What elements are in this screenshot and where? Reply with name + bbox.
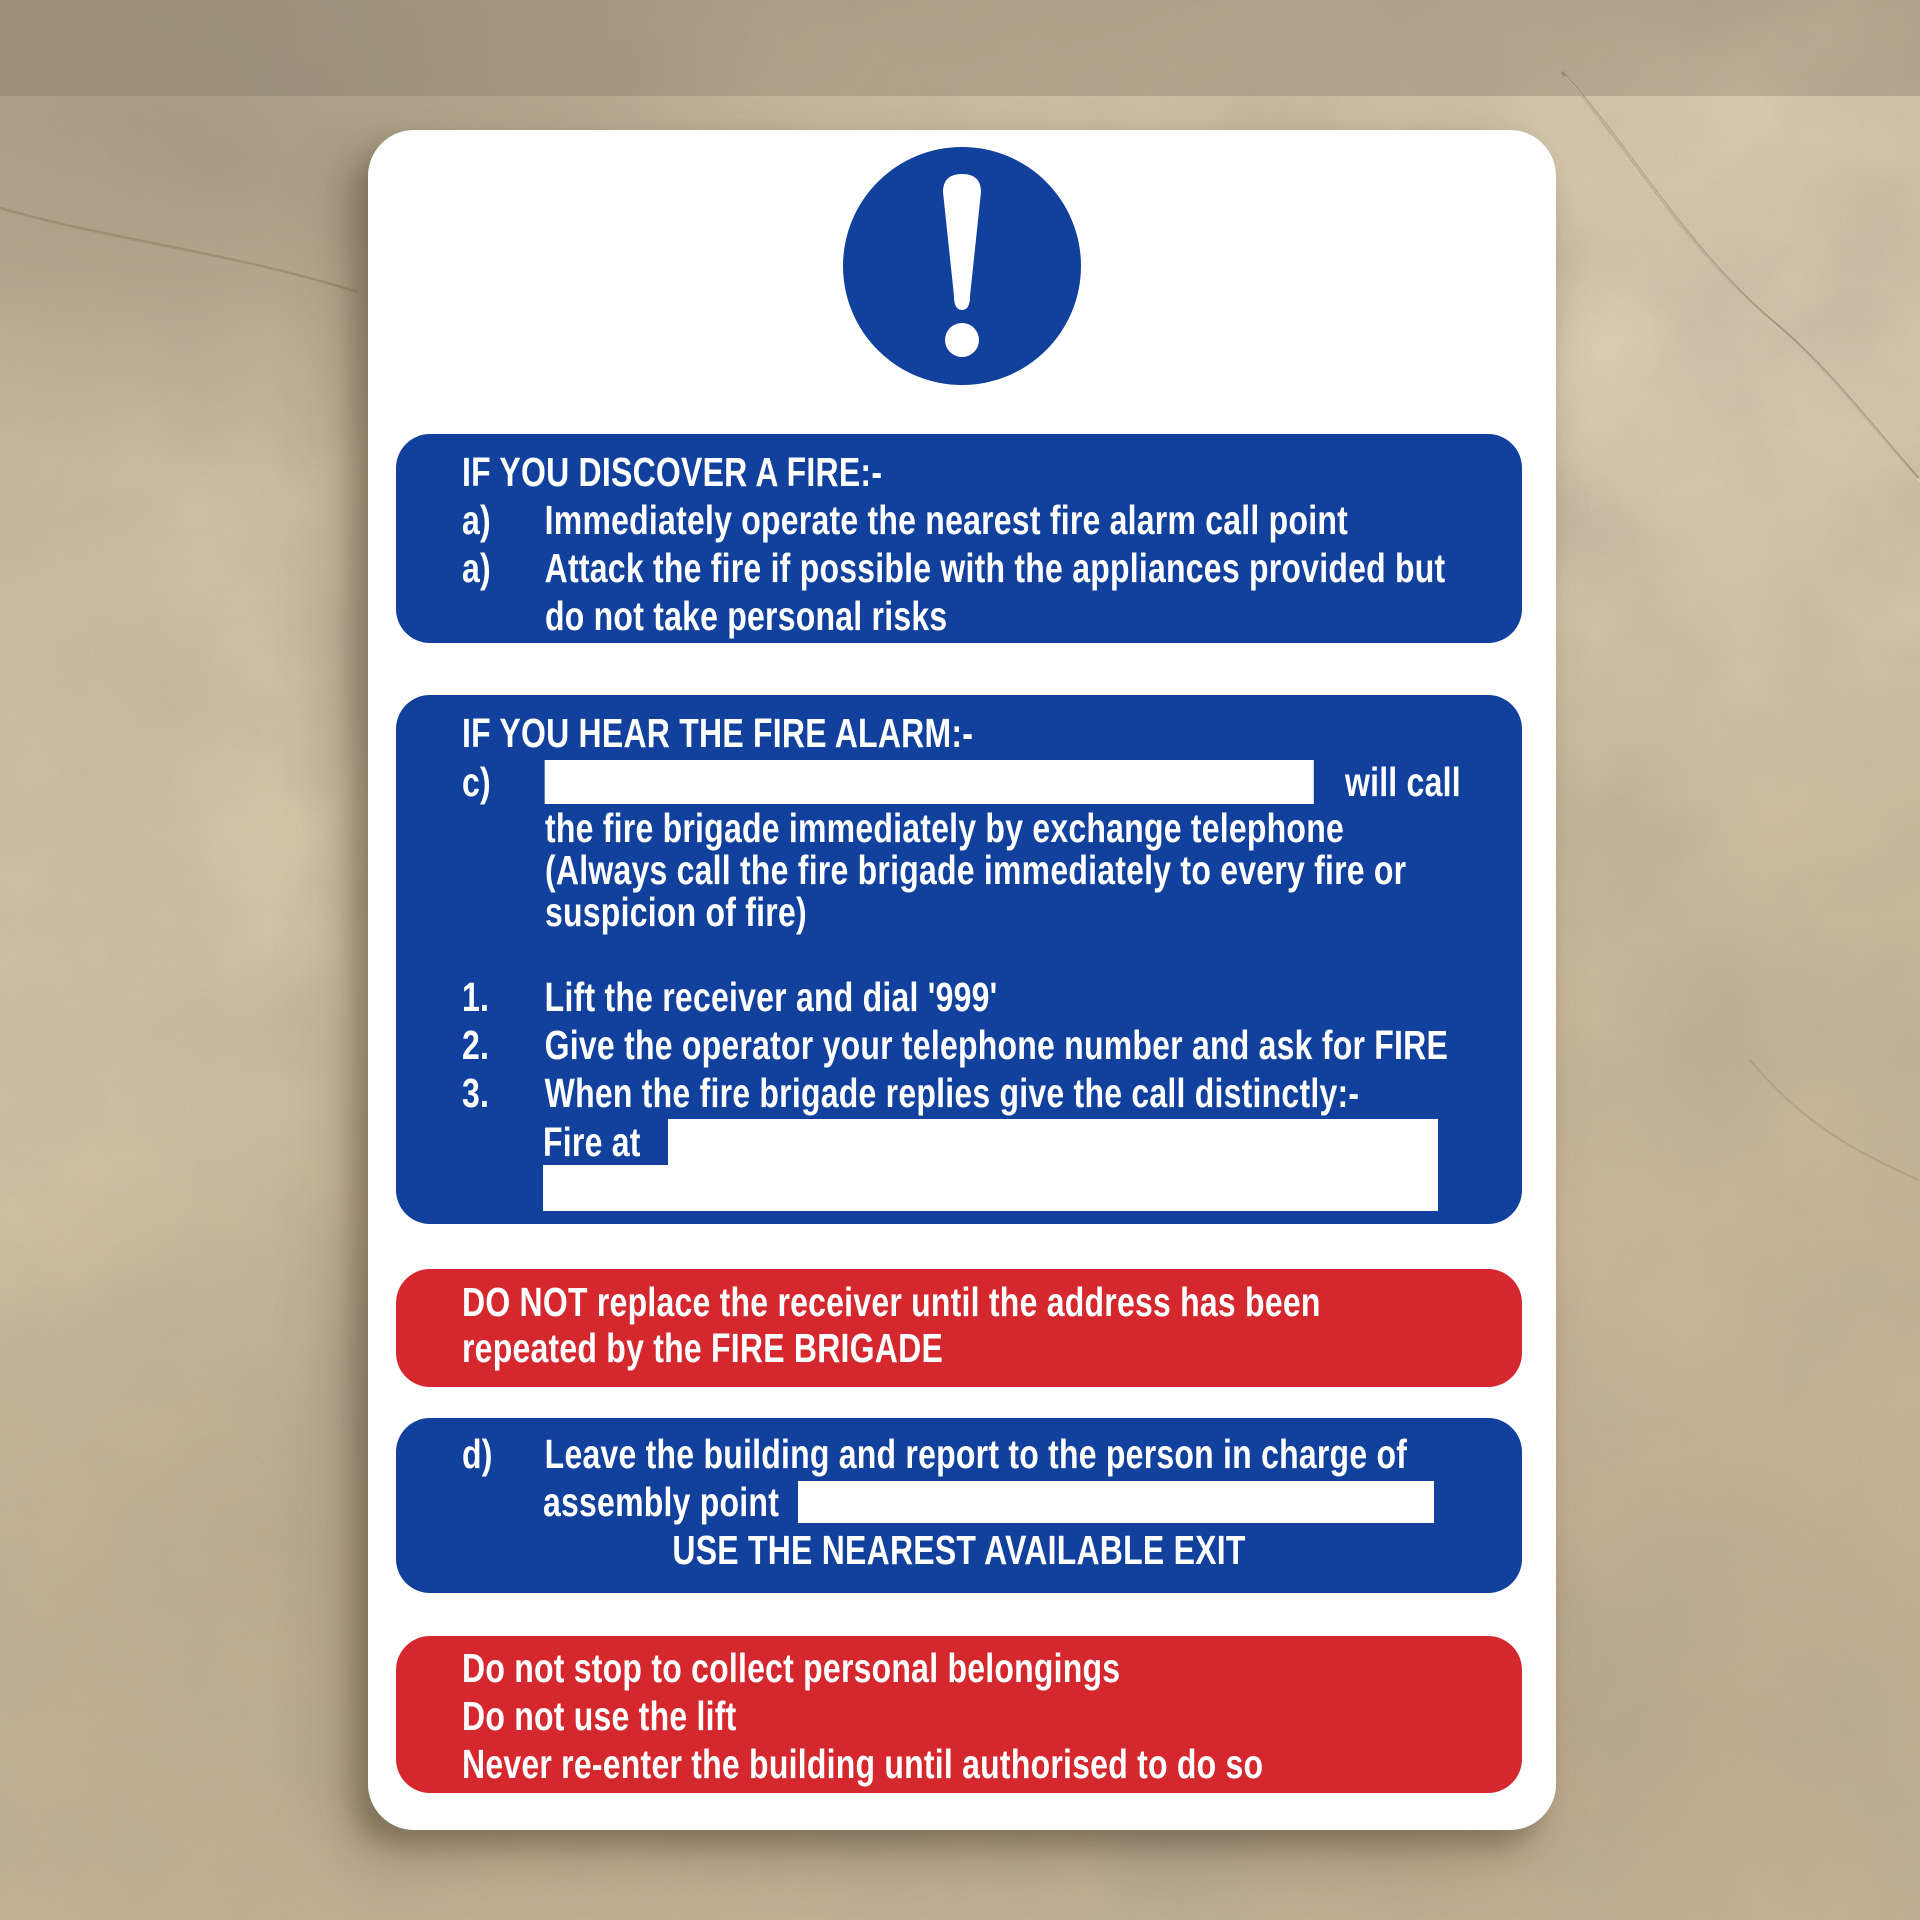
warning-text: Do not stop to collect personal belongings	[462, 1645, 1121, 1691]
step-text: When the fire brigade replies give the call distinctly:-	[544, 1070, 1360, 1116]
section-if-you-hear-the-fire-alarm	[396, 695, 1522, 1224]
step-number: 1.	[462, 974, 490, 1020]
warning-evacuation-rules	[396, 1636, 1522, 1793]
section-leave-building	[396, 1418, 1522, 1593]
item-text: Attack the fire if possible with the appliances provided but	[544, 545, 1446, 591]
list-item	[462, 1430, 1507, 1478]
item-text-continued: suspicion of fire)	[545, 889, 807, 935]
item-label: a)	[462, 545, 491, 591]
item-label: a)	[462, 497, 491, 543]
numbered-step	[462, 973, 1507, 1021]
mandatory-exclamation-icon	[842, 146, 1082, 386]
list-item	[462, 496, 1507, 544]
warning-do-not-replace-receiver	[396, 1269, 1522, 1387]
section-heading: IF YOU HEAR THE FIRE ALARM:-	[462, 710, 974, 756]
item-text: Leave the building and report to the person in charge of	[544, 1431, 1408, 1477]
numbered-step	[462, 1021, 1507, 1069]
item-text-continued: do not take personal risks	[545, 593, 948, 639]
write-in-blank-address-line2	[543, 1165, 1438, 1211]
assembly-point-row	[543, 1478, 1434, 1526]
warning-text: Never re-enter the building until authorised to do so	[462, 1741, 1264, 1787]
write-in-blank-address-line1	[668, 1119, 1438, 1165]
numbered-step	[462, 1069, 1507, 1117]
item-label: d)	[462, 1431, 493, 1477]
item-text-continued: (Always call the fire brigade immediately to every fire or	[545, 847, 1407, 893]
fire-at-label: Fire at	[543, 1118, 641, 1165]
step-number: 2.	[462, 1022, 490, 1068]
item-text: will call	[1344, 759, 1461, 805]
item-text-continued: the fire brigade immediately by exchange telephone	[545, 805, 1345, 851]
assembly-point-label-wrap	[543, 1479, 798, 1526]
list-item	[462, 544, 1507, 592]
item-text: Immediately operate the nearest fire alarm call point	[544, 497, 1348, 543]
spacer	[462, 933, 1492, 973]
fire-at-label-wrap	[543, 1119, 668, 1165]
fire-at-block	[543, 1119, 1438, 1211]
step-text: Lift the receiver and dial '999'	[544, 974, 998, 1020]
write-in-blank-name	[545, 760, 1314, 804]
mandatory-icon-wrap	[842, 146, 1082, 386]
write-in-blank-assembly-point	[798, 1481, 1434, 1523]
wall-top-shade	[0, 0, 1920, 96]
step-text: Give the operator your telephone number and ask for FIRE	[544, 1022, 1449, 1068]
section-heading: IF YOU DISCOVER A FIRE:-	[462, 449, 883, 495]
warning-text: DO NOT replace the receiver until the address has been	[462, 1279, 1321, 1325]
warning-text: Do not use the lift	[462, 1693, 737, 1739]
section-if-you-discover-a-fire	[396, 434, 1522, 643]
step-number: 3.	[462, 1070, 490, 1116]
who-will-call-row	[462, 757, 1492, 807]
fire-at-row	[543, 1119, 1438, 1165]
fire-action-notice-sign	[368, 130, 1556, 1830]
item-label: c)	[462, 759, 491, 805]
assembly-point-label: assembly point	[543, 1478, 780, 1525]
use-nearest-exit-text: USE THE NEAREST AVAILABLE EXIT	[672, 1527, 1246, 1573]
warning-text: repeated by the FIRE BRIGADE	[462, 1325, 944, 1371]
